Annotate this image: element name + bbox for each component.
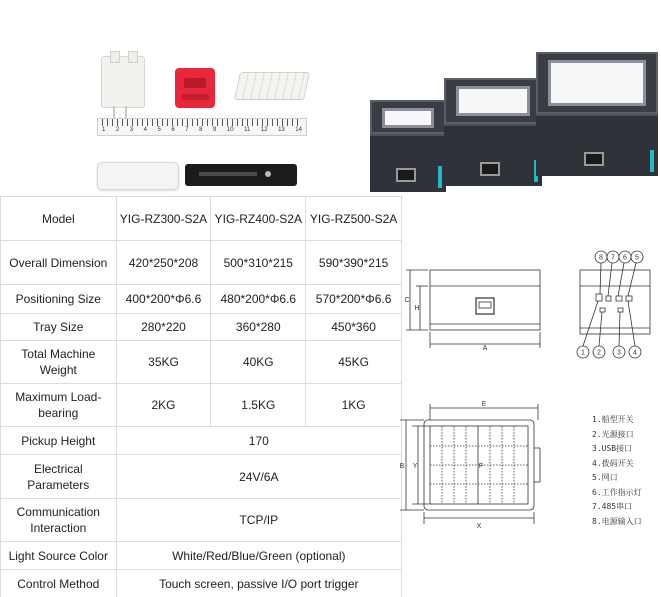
cell-value: 570*200*Φ6.6 [306,285,402,314]
dim-label-width-inner: E [481,401,487,408]
table-row [1,341,402,384]
cell-value: 1.5KG [211,384,306,427]
row-label: Electrical Parameters [1,455,117,499]
callout-6: 6 [623,254,627,262]
cell-value: 400*200*Φ6.6 [116,285,211,314]
cell-value: 420*250*208 [116,241,211,285]
spec-table [0,196,402,597]
row-label: Total Machine Weight [1,341,117,384]
dim-label-depth-outer: B [399,463,405,470]
legend-item: 4.拨码开关 [592,458,634,468]
light-box-small [370,100,446,192]
port-legend [592,413,658,529]
ruler-numbers: 1 2 3 4 5 6 7 8 9 10 11 12 13 14 [102,127,302,133]
cell-value: 280*220 [116,314,211,341]
table-row [1,314,402,341]
white-terminal-connector [101,56,145,108]
cell-value: 1KG [306,384,402,427]
light-box-large [536,52,658,176]
cell-value: TCP/IP [116,499,401,542]
dim-label-depth-mid: Y [412,463,418,470]
table-row [1,499,402,542]
cell-value: 360*280 [211,314,306,341]
legend-item: 5.网口 [592,473,618,482]
legend-item: 1.船型开关 [592,415,634,424]
table-row [1,384,402,427]
legend-item: 2.光源接口 [592,429,634,439]
callout-4: 4 [633,349,637,357]
light-box-medium [444,78,542,186]
table-row [1,427,402,455]
dim-label-height-outer: C [404,297,410,304]
accessory-parts-photo [95,50,310,195]
cell-value: White/Red/Blue/Green (optional) [116,542,401,570]
white-connector-strip [234,72,310,100]
dim-label-width-outer: X [476,523,482,530]
table-row [1,285,402,314]
cell-value: 45KG [306,341,402,384]
side-view-body [430,270,540,330]
callout-1: 1 [581,349,585,357]
cell-value: 35KG [116,341,211,384]
row-label: Maximum Load-bearing [1,384,117,427]
top-view-drawing [396,398,548,532]
white-usb-dongle [97,162,179,190]
table-row [1,570,402,597]
header-model-500: YIG-RZ500-S2A [306,197,402,241]
dim-label-width: A [482,345,488,352]
table-row [1,455,402,499]
cell-value: 500*310*215 [211,241,306,285]
header-model-400: YIG-RZ400-S2A [211,197,306,241]
row-label: Tray Size [1,314,117,341]
header-model-300: YIG-RZ300-S2A [116,197,211,241]
callout-2: 2 [597,349,601,357]
cell-value: 24V/6A [116,455,401,499]
cell-value: Touch screen, passive I/O port trigger [116,570,401,597]
cell-value: 40KG [211,341,306,384]
row-label: Pickup Height [1,427,117,455]
side-view-drawing [404,262,550,354]
connector-pins [113,106,127,118]
row-label: Communication Interaction [1,499,117,542]
light-box-products-photo [368,48,661,195]
end-view-drawing [570,248,660,364]
callout-8: 8 [599,254,603,262]
row-label: Control Method [1,570,117,597]
callout-3: 3 [617,349,621,357]
callout-7: 7 [611,254,615,262]
measuring-ruler [97,118,307,136]
table-row [1,241,402,285]
cell-value: 170 [116,427,401,455]
callout-5: 5 [635,254,639,262]
cell-value: 2KG [116,384,211,427]
row-label: Positioning Size [1,285,117,314]
row-label: Overall Dimension [1,241,117,285]
table-header-row [1,197,402,241]
header-model: Model [1,197,117,241]
row-label: Light Source Color [1,542,117,570]
dim-label-depth-inner: F [478,463,484,470]
red-terminal-connector [175,68,215,108]
cell-value: 450*360 [306,314,402,341]
cell-value: 590*390*215 [306,241,402,285]
black-usb-drive [185,164,297,186]
cell-value: 480*200*Φ6.6 [211,285,306,314]
legend-item: 8.电源输入口 [592,516,642,526]
dim-label-height-inner: H [414,305,420,312]
legend-item: 7.485串口 [592,502,633,511]
legend-item: 6.工作指示灯 [592,487,642,497]
legend-item: 3.USB接口 [592,444,633,453]
table-row [1,542,402,570]
